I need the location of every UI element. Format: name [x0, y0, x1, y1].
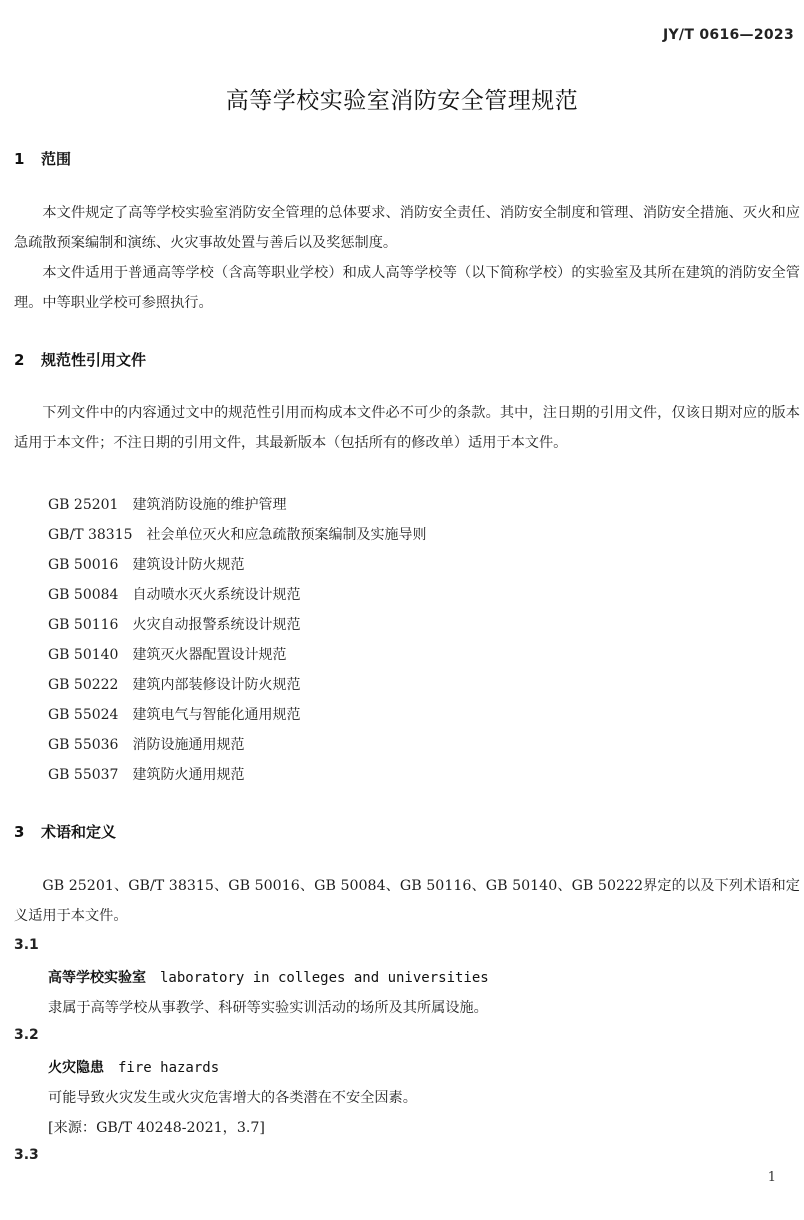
reference-title: 消防设施通用规范 — [132, 737, 245, 753]
reference-item — [48, 494, 286, 514]
term-english: fire hazards — [118, 1060, 220, 1076]
reference-title: 建筑防火通用规范 — [132, 767, 245, 783]
section-number: 2 — [14, 351, 25, 369]
term-source: [来源：GB/T 40248-2021，3.7] — [48, 1120, 265, 1136]
reference-title: 社会单位灭火和应急疏散预案编制及实施导则 — [146, 527, 427, 543]
reference-title: 火灾自动报警系统设计规范 — [132, 617, 301, 633]
reference-item — [48, 524, 427, 544]
reference-title: 建筑电气与智能化通用规范 — [132, 707, 301, 723]
reference-code: GB 50016 — [48, 557, 119, 573]
paragraph: GB 25201、GB/T 38315、GB 50016、GB 50084、GB 50116、GB 50140、GB 50222界定的以及下列术语和定义适用于本文件。 — [14, 878, 800, 924]
document-id: JY/T 0616—2023 — [662, 27, 794, 43]
term-entry — [48, 1057, 219, 1077]
reference-code: GB 55036 — [48, 737, 119, 753]
section-heading-2 — [14, 349, 146, 370]
reference-code: GB 55024 — [48, 707, 119, 723]
reference-code: GB 25201 — [48, 497, 119, 513]
term-chinese: 高等学校实验室 — [48, 970, 146, 986]
reference-item — [48, 554, 244, 574]
reference-code: GB 55037 — [48, 767, 119, 783]
section-heading-1 — [14, 148, 71, 169]
section-number: 3 — [14, 823, 25, 841]
reference-title: 建筑灭火器配置设计规范 — [132, 647, 287, 663]
reference-title: 自动喷水灭火系统设计规范 — [132, 587, 301, 603]
page-number: 1 — [767, 1170, 776, 1185]
clause-number: 3.3 — [14, 1147, 39, 1163]
reference-item — [48, 674, 300, 694]
reference-title: 建筑消防设施的维护管理 — [132, 497, 287, 513]
section-heading-3 — [14, 821, 116, 842]
reference-code: GB 50116 — [48, 617, 119, 633]
paragraph: 本文件规定了高等学校实验室消防安全管理的总体要求、消防安全责任、消防安全制度和管理、消防安全措施、灭火和应急疏散预案编制和演练、火灾事故处置与善后以及奖惩制度。 — [14, 205, 800, 251]
clause-number: 3.2 — [14, 1027, 39, 1043]
paragraph: 下列文件中的内容通过文中的规范性引用而构成本文件必不可少的条款。其中，注日期的引用文件，仅该日期对应的版本适用于本文件；不注日期的引用文件，其最新版本（包括所有的修改单）适用于本文件。 — [14, 405, 800, 451]
reference-item — [48, 704, 300, 724]
reference-item — [48, 764, 244, 784]
reference-code: GB 50140 — [48, 647, 119, 663]
reference-code: GB 50222 — [48, 677, 119, 693]
term-english: laboratory in colleges and universities — [160, 970, 489, 986]
section-title: 规范性引用文件 — [41, 351, 147, 369]
clause-number: 3.1 — [14, 937, 39, 953]
reference-title: 建筑设计防火规范 — [132, 557, 245, 573]
reference-item — [48, 614, 300, 634]
reference-item — [48, 644, 286, 664]
reference-title: 建筑内部装修设计防火规范 — [132, 677, 301, 693]
paragraph: 本文件适用于普通高等学校（含高等职业学校）和成人高等学校等（以下简称学校）的实验室及其所在建筑的消防安全管理。中等职业学校可参照执行。 — [14, 265, 800, 311]
term-definition: 隶属于高等学校从事教学、科研等实验实训活动的场所及其所属设施。 — [48, 1000, 488, 1016]
section-number: 1 — [14, 150, 25, 168]
section-title: 术语和定义 — [41, 823, 117, 841]
reference-item — [48, 734, 244, 754]
reference-item — [48, 584, 300, 604]
term-chinese: 火灾隐患 — [48, 1060, 104, 1076]
term-entry — [48, 967, 489, 987]
page-title: 高等学校实验室消防安全管理规范 — [225, 88, 579, 114]
term-definition: 可能导致火灾发生或火灾危害增大的各类潜在不安全因素。 — [48, 1090, 417, 1106]
section-title: 范围 — [41, 150, 72, 168]
reference-code: GB 50084 — [48, 587, 119, 603]
reference-code: GB/T 38315 — [48, 527, 133, 543]
